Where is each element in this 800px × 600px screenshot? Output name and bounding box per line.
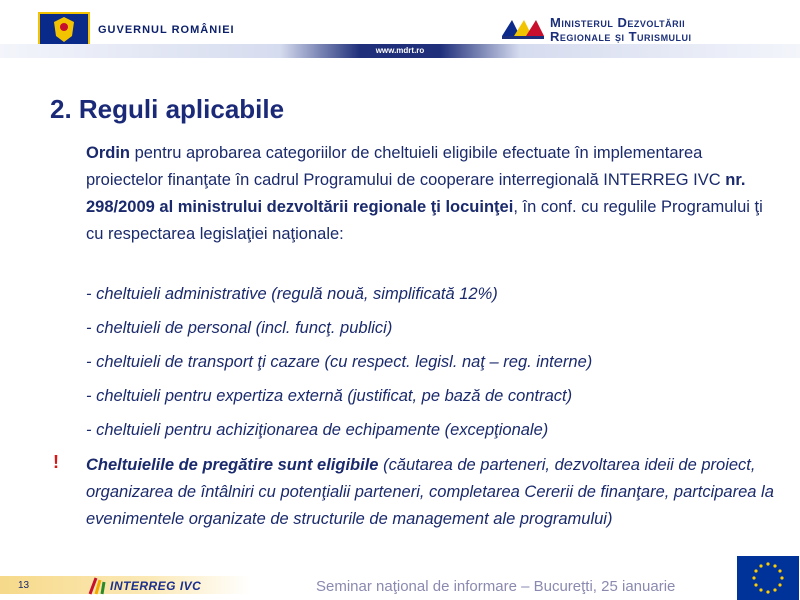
- final-note: [86, 452, 776, 533]
- ministry-name: [550, 16, 692, 44]
- ministry-logo-icon: [500, 14, 546, 42]
- list-item: - cheltuieli pentru expertiza externă (justificat, pe bază de contract): [86, 387, 573, 405]
- expense-list: [86, 284, 776, 454]
- paragraph-bold-ordin: Ordin: [86, 144, 130, 162]
- ministry-name-line1: Ministerul Dezvoltării: [550, 15, 686, 30]
- exclamation-marker: !: [53, 452, 59, 472]
- list-item: - cheltuieli de transport ţi cazare (cu respect. legisl. naţ – reg. interne): [86, 353, 593, 371]
- government-title: GUVERNUL ROMÂNIEI: [98, 24, 235, 36]
- website-url[interactable]: www.mdrt.ro: [375, 46, 425, 55]
- romania-coat-of-arms-icon: [38, 12, 90, 46]
- list-item: - cheltuieli de personal (incl. funcţ. publici): [86, 319, 393, 337]
- final-note-bold: Cheltuielile de pregătire sunt eligibile: [86, 456, 379, 474]
- paragraph-text-1: pentru aprobarea categoriilor de cheltuieli eligibile efectuate în implementarea proiectelor finanţate în cadrul Programului de cooperare interregională INTERREG IVC: [86, 144, 726, 189]
- ministry-name-line2: Regionale și Turismului: [550, 29, 692, 44]
- interreg-logo-text: INTERREG IVC: [110, 579, 202, 593]
- slide-number: 13: [18, 580, 30, 591]
- list-item: - cheltuieli administrative (regulă nouă, simplificată 12%): [86, 285, 498, 303]
- seminar-caption: Seminar naţional de informare – Bucureţti, 25 ianuarie: [316, 578, 676, 595]
- intro-paragraph: [86, 140, 766, 248]
- list-item: - cheltuieli pentru achiziţionarea de echipamente (excepţionale): [86, 421, 549, 439]
- paragraph-bold-order-number: nr. 298/2009 al ministrului dezvoltării regionale ţi locuinţei: [86, 171, 746, 216]
- paragraph-text-2: , în conf. cu regulile Programului ţi cu respectarea legislaţiei naţionale:: [86, 198, 763, 243]
- slide-title: 2. Reguli aplicabile: [50, 94, 285, 124]
- header: [0, 0, 800, 62]
- eu-flag-icon: [737, 556, 799, 600]
- final-note-text: (căutarea de parteneri, dezvoltarea ideii de proiect, organizarea de întâlniri cu potenţialii parteneri, completarea Cererii de finanţare, partciparea la evenimentele organizate de structurile de management ale programului): [86, 456, 774, 528]
